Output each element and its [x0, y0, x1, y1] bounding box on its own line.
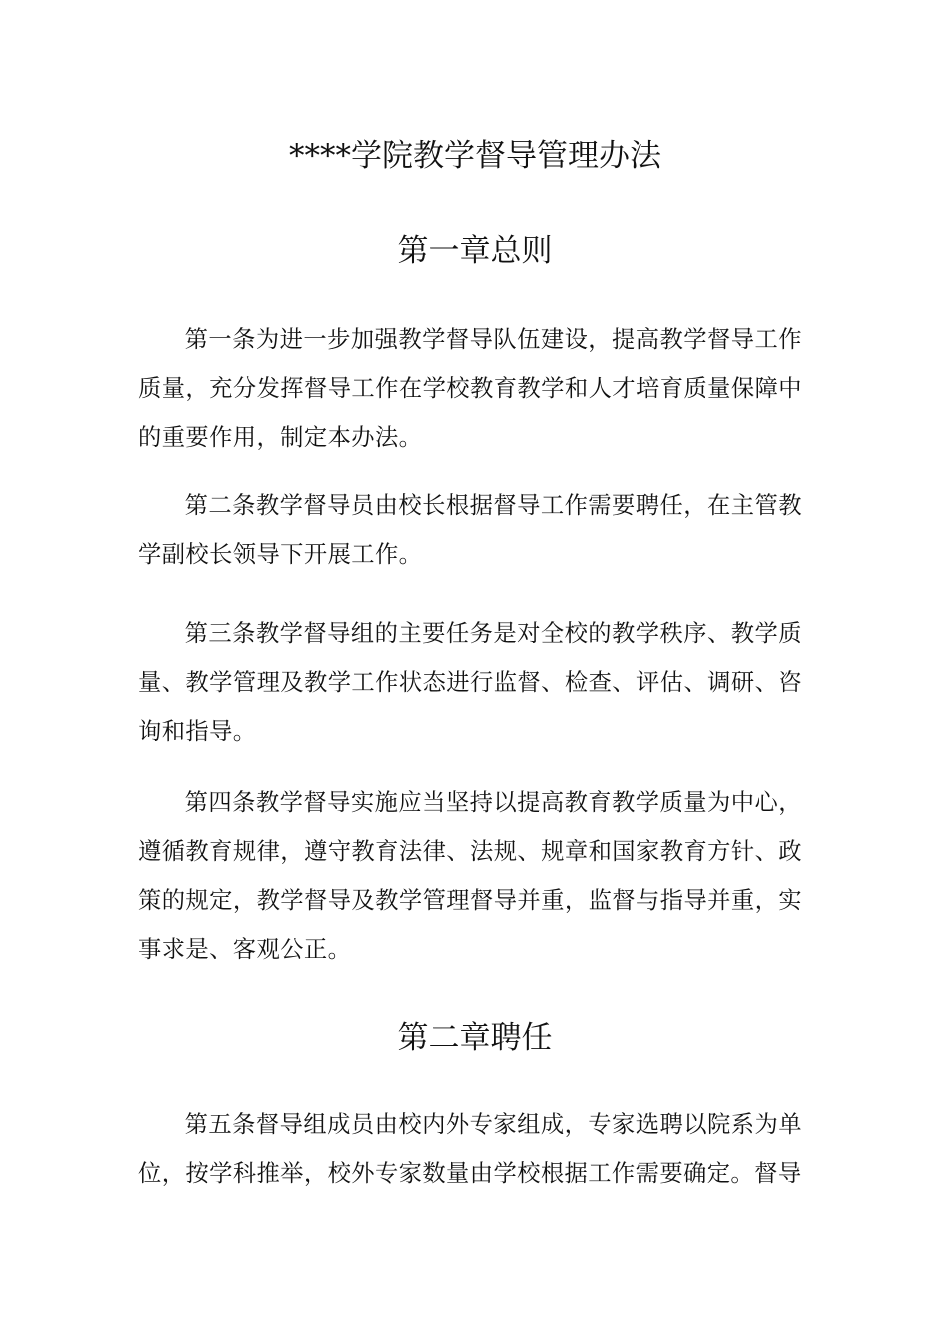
article-2: 第二条教学督导员由校长根据督导工作需要聘任，在主管教学副校长领导下开展工作。: [138, 492, 802, 568]
document-title: ****学院教学督导管理办法: [289, 138, 661, 174]
chapter-2-heading: 第二章聘任: [397, 1020, 553, 1056]
article-1: 第一条为进一步加强教学督导队伍建设，提高教学督导工作质量，充分发挥督导工作在学校教育教学和人才培育质量保障中的重要作用，制定本办法。: [138, 326, 802, 451]
article-4: 第四条教学督导实施应当坚持以提高教育教学质量为中心，遵循教育规律，遵守教育法律、法规、规章和国家教育方针、政策的规定，教学督导及教学管理督导并重，监督与指导并重，实事求是、客观公正。: [138, 789, 802, 963]
chapter-1-heading: 第一章总则: [397, 233, 553, 269]
article-3: 第三条教学督导组的主要任务是对全校的教学秩序、教学质量、教学管理及教学工作状态进行监督、检查、评估、调研、咨询和指导。: [138, 620, 802, 745]
article-5: 第五条督导组成员由校内外专家组成，专家选聘以院系为单位，按学科推举，校外专家数量由学校根据工作需要确定。督导: [138, 1111, 802, 1187]
